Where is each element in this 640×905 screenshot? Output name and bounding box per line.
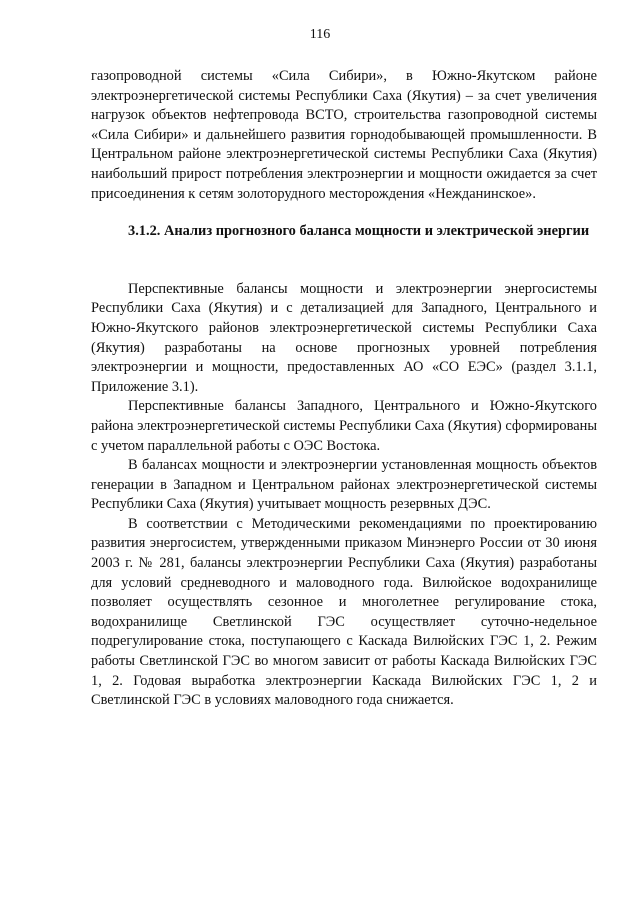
paragraph-balances-overview: Перспективные балансы мощности и электроэнергии энергосистемы Республики Саха (Якутия) и с детализацией для Западного, Центрального и Южно-Якутского районов электроэнергетической системы Республики Саха (Якутия) разработаны на основе прогнозных уровней потребления электроэнергии и мощности, предоставленных АО «СО ЕЭС» (раздел 3.1.1, Приложение 3.1). (91, 280, 597, 395)
page-number: 116 (309, 27, 331, 42)
section-heading: 3.1.2. Анализ прогнозного баланса мощности и электрической энергии (128, 223, 590, 240)
paragraph-continuation: газопроводной системы «Сила Сибири», в Южно-Якутском районе электроэнергетической системы Республики Саха (Якутия) – за счет увеличения нагрузок объектов нефтепровода ВСТО, строительства газопроводной системы «Сила Сибири» и дальнейшего развития горнодобывающей промышленности. В Центральном районе электроэнергетической системы Республики Саха (Якутия) наибольший прирост потребления электроэнергии и мощности ожидается за счет присоединения к сетям золоторудного месторождения «Нежданинское». (91, 68, 597, 202)
paragraph-methodology: В соответствии с Методическими рекомендациями по проектированию развития энергосистем, утвержденными приказом Минэнерго России от 30 июня 2003 г. № 281, балансы электроэнергии Республики Саха (Якутия) разработаны для условий средневодного и маловодного года. Вилюйское водохранилище позволяет осуществлять сезонное и многолетнее регулирование стока, водохранилище Светлинской ГЭС осуществляет суточно-недельное подрегулирование стока, поступающего с Каскада Вилюйских ГЭС 1, 2. Режим работы Светлинской ГЭС во многом зависит от работы Каскада Вилюйских ГЭС 1, 2. Годовая выработка электроэнергии Каскада Вилюйских ГЭС 1, 2 и Светлинской ГЭС в условиях маловодного года снижается. (91, 515, 597, 709)
text-column (91, 67, 597, 711)
paragraph-reserve-capacity: В балансах мощности и электроэнергии установленная мощность объектов генерации в Западном и Центральном районах электроэнергетической системы Республики Саха (Якутия) учитывает мощность резервных ДЭС. (91, 457, 597, 513)
paragraph-parallel-operation: Перспективные балансы Западного, Центрального и Южно-Якутского района электроэнергетической системы Республики Саха (Якутия) сформированы с учетом параллельной работы с ОЭС Востока. (91, 398, 597, 454)
